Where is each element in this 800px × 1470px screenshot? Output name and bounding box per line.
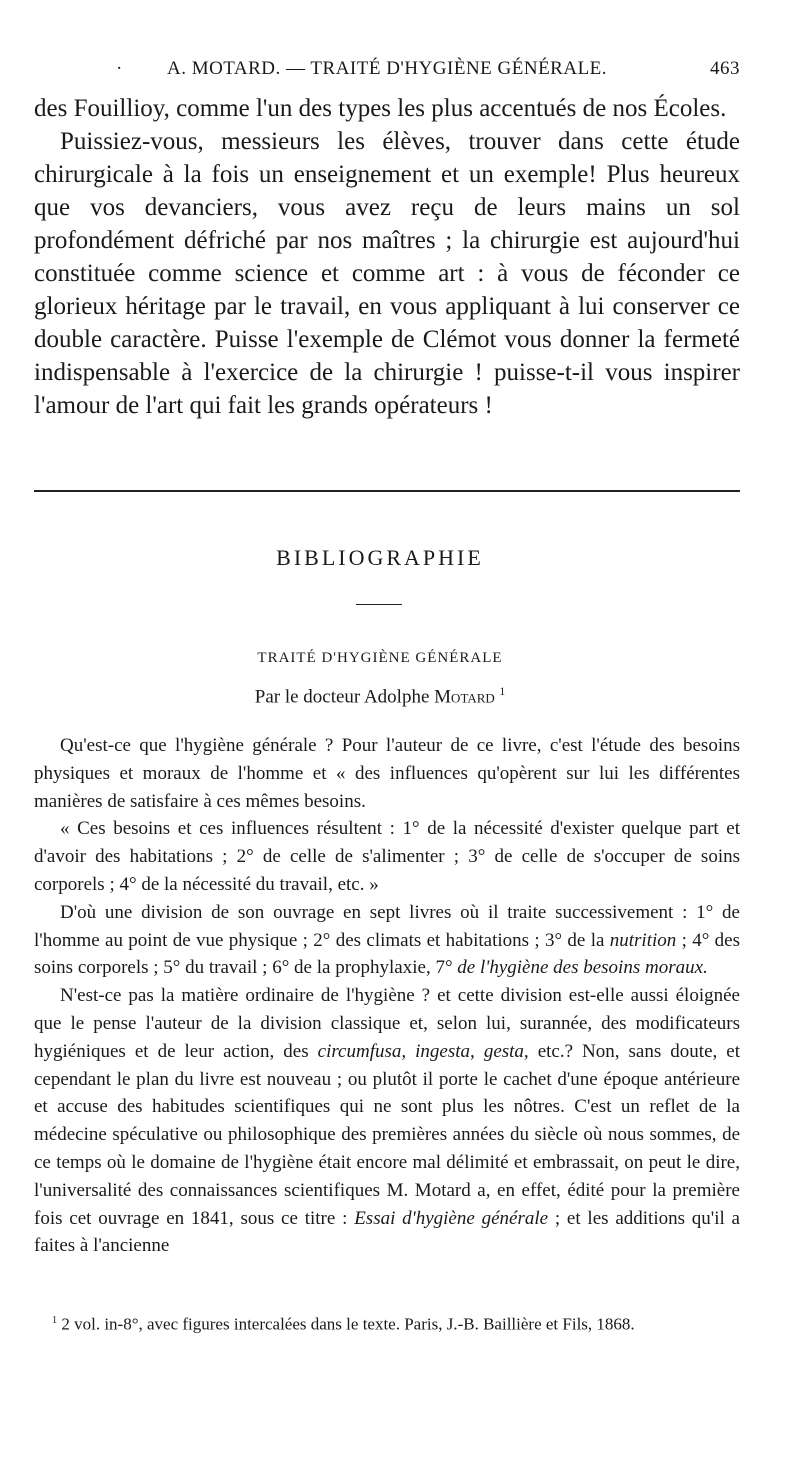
header-dot: ·: [116, 58, 123, 79]
author-name: Motard: [434, 686, 495, 708]
footnote-text: 2 vol. in-8°, avec figures intercalées dans le texte. Paris, J.-B. Baillière et Fils, 1868.: [61, 1314, 635, 1334]
section-divider: [34, 490, 740, 492]
p4-text-a: N'est-ce pas la matière ordinaire de l'hygiène ? et cette division est-elle aussi éloignée que le pense l'auteur de la division classique et, selon lui, surannée, des modificateurs hygiéniques et de leur action, des: [34, 985, 740, 1062]
p4-text-g: ; et les additions qu'il a faites à l'ancienne: [34, 1207, 740, 1257]
p3-text-c: ; 4° des soins corporels ; 5° du travail ; 6° de la prophylaxie, 7°: [34, 929, 740, 979]
body-paragraph-2: « Ces besoins et ces influences résultent : 1° de la nécessité d'exister quelque part et d'avoir des habitations ; 2° de celle de s'alimenter ; 3° de celle de s'occuper de soins corporels ; 4° de la nécessité du travail, etc. »: [34, 818, 740, 895]
p4-italic-circumfusa: circumfusa: [317, 1040, 402, 1062]
footnote-ref: 1: [499, 686, 506, 698]
byline: [0, 686, 760, 708]
short-rule: [356, 604, 402, 605]
running-title: A. MOTARD. — TRAITÉ D'HYGIÈNE GÉNÉRALE.: [166, 58, 608, 79]
body-paragraph-1: Qu'est-ce que l'hygiène générale ? Pour l'auteur de ce livre, c'est l'étude des besoins physiques et moraux de l'homme et « des influences qu'opèrent sur lui les différentes manières de satisfaire à ces mêmes besoins.: [34, 735, 740, 812]
p3-italic-moraux: de l'hygiène des besoins moraux.: [457, 957, 708, 979]
footnote: [34, 1308, 740, 1338]
p4-italic-essai: Essai d'hygiène générale: [354, 1207, 549, 1229]
body-paragraph-3: [34, 899, 740, 982]
intro-paragraph-1: des Fouillioy, comme l'un des types les plus accentués de nos Écoles.: [34, 95, 727, 122]
section-title: BIBLIOGRAPHIE: [276, 545, 484, 570]
page-number: 463: [710, 58, 740, 79]
p3-italic-nutrition: nutrition: [609, 929, 677, 951]
intro-text: [34, 92, 740, 422]
p4-text-c: ,: [401, 1040, 416, 1062]
book-title: TRAITÉ D'HYGIÈNE GÉNÉRALE: [257, 650, 503, 666]
footnote-mark: 1: [52, 1315, 58, 1326]
p4-text-e: etc.? Non, sans doute, et cependant le plan du livre est nouveau ; ou plutôt il porte le cachet d'une époque antérieure et accuse des habitudes scientifiques qui ne sont plus les nôtres. C'est un reflet de la médecine spéculative ou philosophique des premières années du siècle où nous sommes, de ce temps où le domaine de l'hygiène était encore mal délimité et embrassait, on peut le dire, l'universalité des connaissances scientifiques M. Motard a, en effet, édité pour la première fois cet ouvrage en 1841, sous ce titre :: [34, 1040, 740, 1229]
review-body: [34, 732, 740, 1260]
intro-paragraph-2: Puissiez-vous, messieurs les élèves, trouver dans cette étude chirurgicale à la fois un enseignement et un exemple! Plus heureux que vos devanciers, vous avez reçu de leurs mains un sol profondément défriché par nos maîtres ; la chirurgie est aujourd'hui constituée comme science et comme art : à vous de féconder ce glorieux héritage par le travail, en vous appliquant à lui conserver ce double caractère. Puisse l'exemple de Clémot vous donner la fermeté indispensable à l'exercice de la chirurgie ! puisse-t-il vous inspirer l'amour de l'art qui fait les grands opérateurs !: [34, 128, 740, 419]
byline-prefix: Par le docteur Adolphe: [254, 686, 430, 708]
p3-text-a: D'où une division de son ouvrage en sept livres où il traite successivement : 1° de l'homme au point de vue physique ; 2° des climats et habitations ; 3° de la: [34, 901, 740, 951]
p4-italic-ingesta: ingesta, gesta,: [415, 1040, 529, 1062]
body-paragraph-4: [34, 982, 740, 1260]
running-header: [34, 58, 740, 88]
